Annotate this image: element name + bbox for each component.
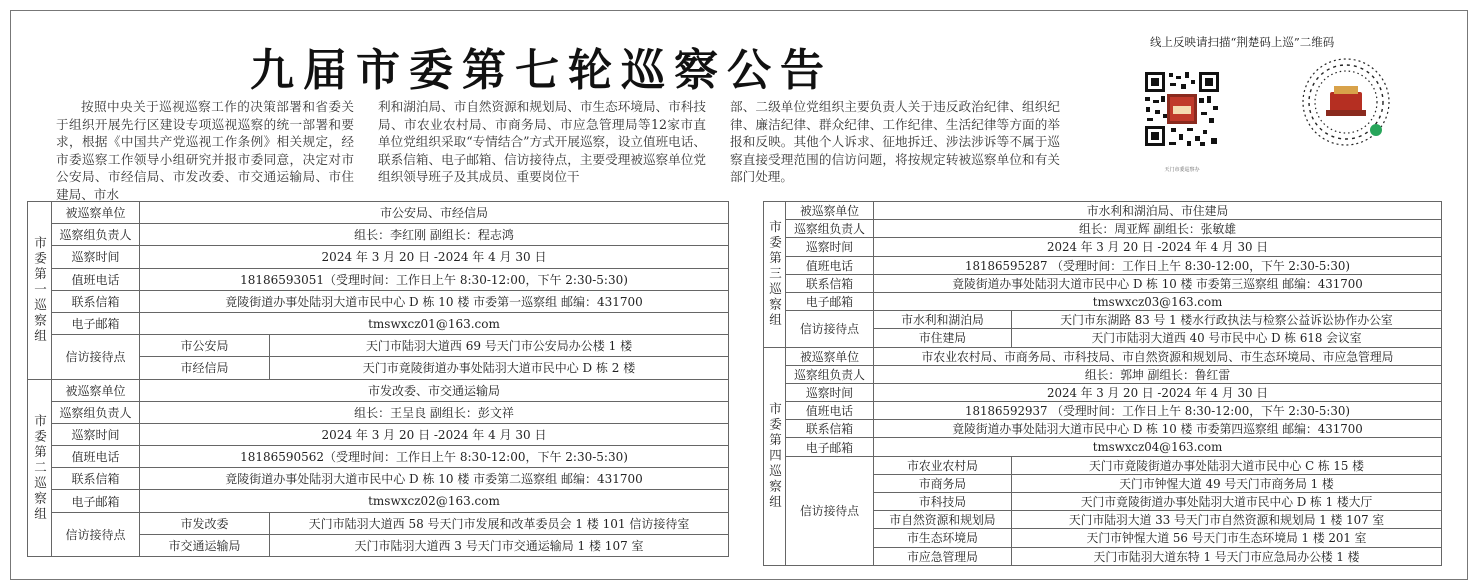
g2-period: 2024 年 3 月 20 日 -2024 年 4 月 30 日 (140, 423, 729, 445)
g1-point-unit: 市公安局 (140, 335, 270, 357)
g2-point-addr: 天门市陆羽大道西 58 号天门市发展和改革委员会 1 楼 101 信访接待室 (270, 512, 729, 534)
intro-paragraph-col3: 部、二级单位党组织主要负责人关于违反政治纪律、组织纪律、廉洁纪律、群众纪律、工作纪律、生活纪律等方面的举报和反映。其他个人诉求、征地拆迁、涉法涉诉等不属于巡察直接受理范围的信访问题，将按规定转被巡察单位和有关部门处理。 (730, 99, 1060, 184)
g3-period: 2024 年 3 月 20 日 -2024 年 4 月 30 日 (874, 238, 1442, 256)
qr-caption: 线上反映请扫描“荆楚码上巡”二维码 (1150, 35, 1335, 49)
g2-mailbox: 竟陵街道办事处陆羽大道市民中心 D 栋 10 楼 市委第二巡察组 邮编：431700 (140, 468, 729, 490)
label-leader: 巡察组负责人 (786, 220, 874, 238)
label-email: 电子邮箱 (786, 438, 874, 456)
g4-leader: 组长：郭坤 副组长：鲁红雷 (874, 365, 1442, 383)
qr-code-left[interactable] (1143, 70, 1221, 172)
g1-period: 2024 年 3 月 20 日 -2024 年 4 月 30 日 (140, 246, 729, 268)
g1-phone[interactable]: 18186593051（受理时间：工作日上午 8:30-12:00，下午 2:30-5:30) (140, 268, 729, 290)
label-unit: 被巡察单位 (786, 347, 874, 365)
label-unit: 被巡察单位 (52, 202, 140, 224)
g2-point-addr: 天门市陆羽大道西 3 号天门市交通运输局 1 楼 107 室 (270, 534, 729, 556)
g1-leader: 组长：李红刚 副组长：程志鸿 (140, 224, 729, 246)
g4-period: 2024 年 3 月 20 日 -2024 年 4 月 30 日 (874, 383, 1442, 401)
qr-code-icon (1143, 70, 1221, 162)
g3-phone[interactable]: 18186595287 （受理时间：工作日上午 8:30-12:00，下午 2:30-5:30) (874, 256, 1442, 274)
label-unit: 被巡察单位 (786, 202, 874, 220)
label-email: 电子邮箱 (52, 490, 140, 512)
label-leader: 巡察组负责人 (52, 224, 140, 246)
g4-point-addr: 天门市竟陵街道办事处陆羽大道市民中心 C 栋 15 楼 (1012, 456, 1442, 474)
group-name-3: 市委第三巡察组 (764, 202, 786, 348)
group-name-1: 市委第一巡察组 (28, 202, 52, 380)
g2-point-unit: 市发改委 (140, 512, 270, 534)
page-title: 九届市委第七轮巡察公告 (250, 45, 833, 96)
g4-unit: 市农业农村局、市商务局、市科技局、市自然资源和规划局、市生态环境局、市应急管理局 (874, 347, 1442, 365)
g4-point-unit: 市商务局 (874, 474, 1012, 492)
g3-unit: 市水利和湖泊局、市住建局 (874, 202, 1442, 220)
g3-point-addr: 天门市东湖路 83 号 1 楼水行政执法与检察公益诉讼协作办公室 (1012, 311, 1442, 329)
g1-mailbox: 竟陵街道办事处陆羽大道市民中心 D 栋 10 楼 市委第一巡察组 邮编：431700 (140, 290, 729, 312)
g4-point-unit: 市自然资源和规划局 (874, 511, 1012, 529)
label-mailbox: 联系信箱 (786, 420, 874, 438)
label-phone: 值班电话 (52, 446, 140, 468)
label-email: 电子邮箱 (52, 312, 140, 334)
g4-point-addr: 天门市陆羽大道东特 1 号天门市应急局办公楼 1 楼 (1012, 547, 1442, 565)
g4-point-unit: 市应急管理局 (874, 547, 1012, 565)
g3-point-unit: 市水利和湖泊局 (874, 311, 1012, 329)
g4-phone[interactable]: 18186592937 （受理时间：工作日上午 8:30-12:00，下午 2:30-5:30) (874, 402, 1442, 420)
g4-point-unit: 市科技局 (874, 493, 1012, 511)
label-reception: 信访接待点 (52, 335, 140, 379)
g2-unit: 市发改委、市交通运输局 (140, 379, 729, 401)
label-mailbox: 联系信箱 (52, 468, 140, 490)
g2-email[interactable]: tmswxcz02@163.com (140, 490, 729, 512)
label-leader: 巡察组负责人 (52, 401, 140, 423)
g3-email[interactable]: tmswxcz03@163.com (874, 292, 1442, 310)
g4-point-addr: 天门市钟惺大道 49 号天门市商务局 1 楼 (1012, 474, 1442, 492)
qr-left-subcaption: 天门市委巡察办 (1164, 167, 1200, 173)
g1-email[interactable]: tmswxcz01@163.com (140, 312, 729, 334)
qr-code-right[interactable] (1302, 58, 1390, 178)
intro-paragraph-col1: 按照中央关于巡视巡察工作的决策部署和省委关于组织开展先行区建设专项巡视巡察的统一部署和要求，根据《中国共产党巡视工作条例》相关规定，经市委巡察工作领导小组研究并报市委同意，决定对市公安局、市经信局、市发改委、市交通运输局、市住建局、市水 (56, 99, 354, 202)
g2-leader: 组长：王呈良 副组长：彭文祥 (140, 401, 729, 423)
group-table-right (763, 201, 1442, 566)
label-unit: 被巡察单位 (52, 379, 140, 401)
g3-leader: 组长：周亚辉 副组长：张敏雄 (874, 220, 1442, 238)
g1-point-unit: 市经信局 (140, 357, 270, 379)
label-period: 巡察时间 (52, 246, 140, 268)
group-table-left (27, 201, 729, 557)
label-mailbox: 联系信箱 (786, 274, 874, 292)
mini-program-code-icon (1302, 58, 1390, 168)
label-period: 巡察时间 (786, 383, 874, 401)
g4-point-unit: 市农业农村局 (874, 456, 1012, 474)
label-phone: 值班电话 (52, 268, 140, 290)
g4-point-addr: 天门市陆羽大道 33 号天门市自然资源和规划局 1 楼 107 室 (1012, 511, 1442, 529)
label-phone: 值班电话 (786, 402, 874, 420)
label-email: 电子邮箱 (786, 292, 874, 310)
label-reception: 信访接待点 (786, 456, 874, 565)
g1-point-addr: 天门市竟陵街道办事处陆羽大道市民中心 D 栋 2 楼 (270, 357, 729, 379)
label-reception: 信访接待点 (52, 512, 140, 556)
label-period: 巡察时间 (52, 423, 140, 445)
label-leader: 巡察组负责人 (786, 365, 874, 383)
g4-email[interactable]: tmswxcz04@163.com (874, 438, 1442, 456)
g3-point-unit: 市住建局 (874, 329, 1012, 347)
group-name-2: 市委第二巡察组 (28, 379, 52, 557)
label-reception: 信访接待点 (786, 311, 874, 347)
g4-mailbox: 竟陵街道办事处陆羽大道市民中心 D 栋 10 楼 市委第四巡察组 邮编：431700 (874, 420, 1442, 438)
group-name-4: 市委第四巡察组 (764, 347, 786, 565)
g2-phone[interactable]: 18186590562（受理时间：工作日上午 8:30-12:00，下午 2:30-5:30) (140, 446, 729, 468)
label-mailbox: 联系信箱 (52, 290, 140, 312)
g1-point-addr: 天门市陆羽大道西 69 号天门市公安局办公楼 1 楼 (270, 335, 729, 357)
g4-point-addr: 天门市竟陵街道办事处陆羽大道市民中心 D 栋 1 楼大厅 (1012, 493, 1442, 511)
label-phone: 值班电话 (786, 256, 874, 274)
g3-point-addr: 天门市陆羽大道西 40 号市民中心 D 栋 618 会议室 (1012, 329, 1442, 347)
g2-point-unit: 市交通运输局 (140, 534, 270, 556)
g3-mailbox: 竟陵街道办事处陆羽大道市民中心 D 栋 10 楼 市委第三巡察组 邮编：431700 (874, 274, 1442, 292)
g4-point-unit: 市生态环境局 (874, 529, 1012, 547)
intro-paragraph-col2: 利和湖泊局、市自然资源和规划局、市生态环境局、市科技局、市农业农村局、市商务局、市应急管理局等12家市直单位党组织采取“专情结合”方式开展巡察，设立值班电话、联系信箱、电子邮箱、信访接待点，主要受理被巡察单位党组织领导班子及其成员、重要岗位干 (378, 99, 706, 184)
g1-unit: 市公安局、市经信局 (140, 202, 729, 224)
label-period: 巡察时间 (786, 238, 874, 256)
g4-point-addr: 天门市钟惺大道 56 号天门市生态环境局 1 楼 201 室 (1012, 529, 1442, 547)
